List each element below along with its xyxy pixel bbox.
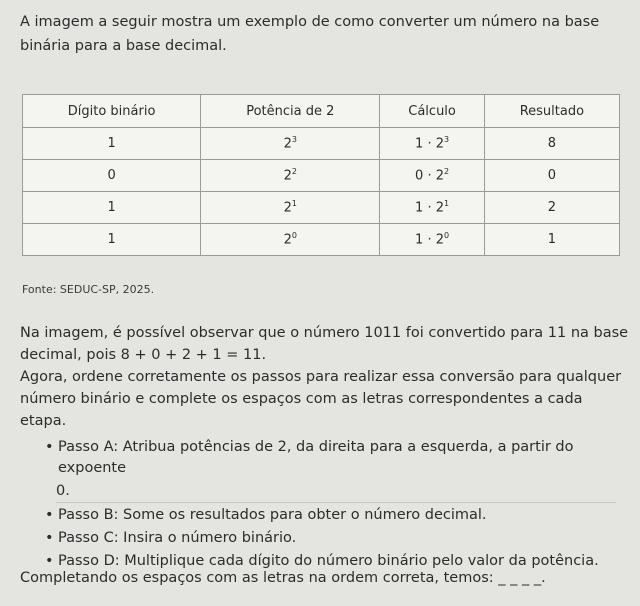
table-row: [23, 224, 620, 256]
table-header-row: [23, 95, 620, 128]
explanation-paragraph: Na imagem, é possível observar que o número 1011 foi convertido para 11 na base decimal, pois 8 + 0 + 2 + 1 = 11.: [20, 325, 629, 363]
step-b-text: Passo B: Some os resultados para obter o número decimal.: [58, 507, 487, 523]
steps-list: [58, 437, 633, 574]
cell-calc: $1 \cdot 2^3$: [380, 128, 484, 160]
answer-blank[interactable]: _ _ _ _.: [498, 570, 546, 586]
step-d-text: Passo D: Multiplique cada dígito do número binário pelo valor da potência.: [58, 553, 599, 569]
cell-power: $2^0$: [201, 224, 380, 256]
cell-result: 8: [484, 128, 619, 160]
conversion-table: [22, 94, 620, 256]
table-row: [23, 192, 620, 224]
cell-result: 2: [484, 192, 619, 224]
list-item: [58, 528, 633, 549]
final-prompt: [20, 570, 546, 586]
table-row: [23, 160, 620, 192]
list-item: [58, 505, 633, 526]
cell-digit: 1: [23, 128, 201, 160]
header-calc: Cálculo: [380, 95, 484, 128]
final-prompt-text: Completando os espaços com as letras na ordem correta, temos:: [20, 570, 494, 586]
source-caption: Fonte: SEDUC-SP, 2025.: [22, 283, 155, 296]
cell-calc: $1 \cdot 2^0$: [380, 224, 484, 256]
cell-calc: $0 \cdot 2^2$: [380, 160, 484, 192]
cell-result: 1: [484, 224, 619, 256]
cell-digit: 1: [23, 192, 201, 224]
cell-digit: 1: [23, 224, 201, 256]
question-body: [20, 322, 632, 432]
cell-digit: 0: [23, 160, 201, 192]
table-row: [23, 128, 620, 160]
cell-result: 0: [484, 160, 619, 192]
intro-text: A imagem a seguir mostra um exemplo de como converter um número na base binária para a base decimal.: [20, 14, 600, 54]
step-a-continuation: 0.: [56, 479, 616, 503]
header-digit: Dígito binário: [23, 95, 201, 128]
instruction-paragraph: Agora, ordene corretamente os passos para realizar essa conversão para qualquer número binário e complete os espaços com as letras correspondentes a cada etapa.: [20, 369, 622, 429]
cell-calc: $1 \cdot 2^1$: [380, 192, 484, 224]
cell-power: $2^1$: [201, 192, 380, 224]
step-c-text: Passo C: Insira o número binário.: [58, 530, 297, 546]
header-result: Resultado: [484, 95, 619, 128]
binary-conversion-table: [22, 94, 620, 256]
header-power: Potência de 2: [201, 95, 380, 128]
list-item: [58, 551, 633, 572]
cell-power: $2^2$: [201, 160, 380, 192]
list-item: [58, 437, 633, 503]
cell-power: $2^3$: [201, 128, 380, 160]
step-a-text: Passo A: Atribua potências de 2, da direita para a esquerda, a partir do expoente: [58, 439, 574, 476]
